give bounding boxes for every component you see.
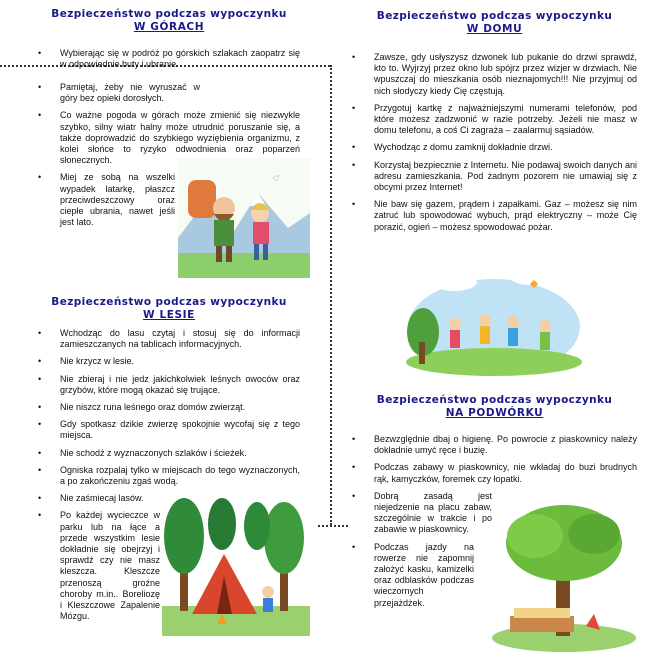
list-item: • Nie krzycz w lesie.	[38, 356, 135, 367]
bullet-icon: •	[352, 159, 356, 170]
list-item: • Nie zaśmiecaj lasów.	[38, 493, 144, 504]
list-item: • Nie niszcz runa leśnego oraz domów zwierząt.	[38, 402, 246, 413]
section-gory	[38, 8, 300, 76]
list-item: • Po każdej wycieczce w parku lub na łące a przede wszystkim lesie dokładnie się obejrzyj i sprawdź czy nie masz kleszcza. Kleszcze przenoszą groźne choroby m.in.. Boreliozę i Kleszczowe Zapalenie Mózgu.	[38, 510, 160, 622]
bullet-icon: •	[38, 48, 42, 58]
list-item: • Miej ze sobą na wszelki wypadek latarkę, płaszcz przeciwdeszczowy oraz ciepłe ubrania, nawet jeśli jest lato.	[38, 172, 175, 228]
list-item: • Nie zbieraj i nie jedz jakichkolwiek leśnych owoców oraz grzybów, które mogą okazać się trujące.	[38, 373, 300, 395]
bullet-icon: •	[38, 464, 42, 475]
bullet-list	[38, 48, 300, 70]
dotted-divider-vertical	[330, 65, 332, 525]
bullet-icon: •	[352, 541, 356, 552]
bullet-icon: •	[38, 82, 42, 92]
bullet-icon: •	[38, 110, 42, 121]
section-subtitle: W GÓRACH	[133, 21, 205, 33]
list-item: • Ogniska rozpalaj tylko w miejscach do tego wyznaczonych, a po zakończeniu zgaś wodą.	[38, 464, 300, 487]
bullet-list	[352, 52, 637, 233]
list-item: • Nie schodź z wyznaczonych szlaków i ścieżek.	[38, 447, 247, 458]
bullet-icon: •	[352, 462, 356, 473]
bullet-icon: •	[38, 373, 42, 384]
list-item: • Co ważne pogoda w górach może zmienić się niezwykle szybko, silny wiatr halny może utrudnić poruszanie się, a także doprowadzić do szybkiego wyziębienia organizmu, z kolei słońce to ryzyko odwodnienia oraz poparzeń słonecznych.	[38, 110, 300, 166]
bullet-icon: •	[38, 493, 42, 504]
section-title: Bezpieczeństwo podczas wypoczynku	[376, 10, 613, 22]
bullet-icon: •	[38, 356, 42, 367]
list-item: • Wybierając się w podróż po górskich szlakach zaopatrz się w odpowiednie buty i ubranie.	[38, 48, 300, 70]
bullet-icon: •	[38, 328, 42, 338]
list-item: • Gdy spotkasz dzikie zwierzę spokojnie wycofaj się z tego miejsca.	[38, 419, 300, 441]
dotted-divider-bottom	[318, 525, 348, 527]
list-item: • Podczas jazdy na rowerze nie zapomnij założyć kasku, kamizelki oraz odblasków podczas wieczornych przejażdżek.	[352, 541, 474, 608]
tree-sandbox-illustration	[490, 498, 638, 654]
children-playing-illustration	[405, 262, 583, 377]
bullet-icon: •	[352, 52, 356, 62]
section-subtitle: W LESIE	[143, 309, 195, 321]
section-title: Bezpieczeństwo podczas wypoczynku	[51, 296, 287, 308]
list-item: • Wychodząc z domu zamknij dokładnie drzwi.	[352, 142, 553, 153]
section-title: Bezpieczeństwo podczas wypoczynku	[51, 8, 287, 20]
list-item: • Wchodząc do lasu czytaj i stosuj się do informacji zamieszczanych na tablicach informacyjnych.	[38, 328, 300, 350]
bullet-icon: •	[352, 142, 356, 153]
bullet-icon: •	[38, 419, 42, 430]
section-title: Bezpieczeństwo podczas wypoczynku	[376, 394, 613, 406]
bullet-icon: •	[352, 102, 356, 113]
list-item: • Dobrą zasadą jest niejedzenie na placu zabaw, szczególnie w trakcie i po zabawie w piaskownicy.	[352, 490, 492, 535]
list-item: • Podczas zabawy w piaskownicy, nie wkładaj do buzi brudnych rąk, kamyczków, foremek czy łopatki.	[352, 462, 637, 484]
bullet-icon: •	[38, 172, 42, 183]
bullet-icon: •	[38, 402, 42, 413]
list-item: • Przygotuj kartkę z najważniejszymi numerami telefonów, pod które możesz zadzwonić w razie potrzeby. Jeżeli nie masz w domu telefonu, a coś Ci zagraża – zaalarmuj sąsiadów.	[352, 102, 637, 136]
section-subtitle: NA PODWÓRKU	[445, 407, 544, 419]
section-subtitle: W DOMU	[466, 23, 523, 35]
list-item: • Pamiętaj, żeby nie wyruszać w góry bez opieki dorosłych.	[38, 82, 200, 104]
bullet-icon: •	[352, 490, 356, 501]
bullet-icon: •	[352, 434, 356, 444]
hikers-illustration	[178, 158, 310, 278]
list-item: • Korzystaj bezpiecznie z Internetu. Nie podawaj swoich danych ani adresu zamieszkania. Pod żadnym pozorem nie umawiaj się z obcymi przez Internet!	[352, 159, 637, 193]
camping-illustration	[162, 496, 310, 636]
list-item: • Nie baw się gazem, prądem i zapałkami. Gaz – możesz się nim zatruć lub spowodować wybuch, prąd elektryczny – może Cię porazić, ogień – możesz spowodować pożar.	[352, 199, 637, 232]
list-item: • Zawsze, gdy usłyszysz dzwonek lub pukanie do drzwi sprawdź, kto to. Wyjrzyj przez okno lub spójrz przez wizjer w drzwiach. Nie wpuszczaj do mieszkania osób nieznajomych!!! Nie przyjmuj od nich słodyczy kiedy Cię częstują.	[352, 52, 637, 96]
bullet-icon: •	[38, 447, 42, 458]
section-dom	[352, 10, 637, 239]
list-item: • Bezwzględnie dbaj o higienę. Po powrocie z piaskownicy należy dokładnie umyć ręce i buzię.	[352, 434, 637, 456]
bullet-icon: •	[352, 199, 356, 210]
bullet-icon: •	[38, 510, 42, 521]
